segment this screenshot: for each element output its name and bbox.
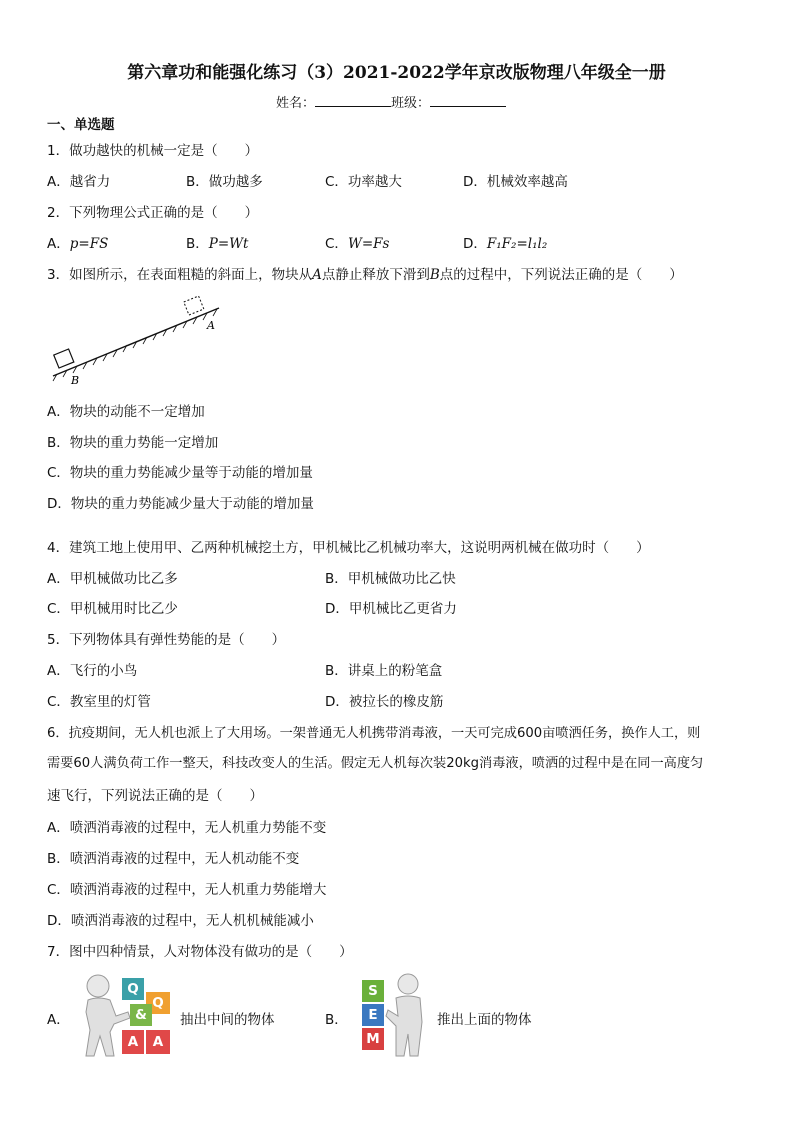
q1-option-b[interactable]: B．做功越多 [186,174,263,190]
q7-option-b-text: 推出上面的物体 [437,1012,532,1028]
q2-option-c[interactable]: C．W=Fs [325,236,390,252]
fig-label-a: A [207,319,215,332]
page-title: 第六章功和能强化练习（3）2021-2022学年京改版物理八年级全一册 [127,63,666,83]
q6-stem-line3: 速飞行，下列说法正确的是（ ） [47,788,263,804]
q7-stem: 7．图中四种情景，人对物体没有做功的是（ ） [47,944,353,960]
q5-option-d[interactable]: D．被拉长的橡皮筋 [325,694,444,710]
class-blank[interactable] [430,94,506,107]
q6-option-a[interactable]: A．喷洒消毒液的过程中，无人机重力势能不变 [47,820,327,836]
q4-stem: 4．建筑工地上使用甲、乙两种机械挖土方，甲机械比乙机械功率大，这说明两机械在做功时（ ） [47,540,650,556]
cube-icon: S [362,980,384,1002]
cube-icon: M [362,1028,384,1050]
cube-icon: Q [146,992,170,1014]
q5-stem: 5．下列物体具有弹性势能的是（ ） [47,632,286,648]
q5-option-b[interactable]: B．讲桌上的粉笔盒 [325,663,443,679]
q1-option-a[interactable]: A．越省力 [47,174,111,190]
name-label: 姓名： [276,96,316,111]
q6-stem-line1: 6．抗疫期间，无人机也派上了大用场。一架普通无人机携带消毒液，一天可完成600亩喷洒任务，换作人工，则 [47,726,701,741]
q2-stem: 2．下列物理公式正确的是（ ） [47,205,259,221]
q7-option-a-text: 抽出中间的物体 [180,1012,275,1028]
q1-option-c[interactable]: C．功率越大 [325,174,402,190]
q5-option-c[interactable]: C．教室里的灯管 [47,694,151,710]
section-heading: 一、单选题 [47,117,115,133]
q1-option-d[interactable]: D．机械效率越高 [463,174,568,190]
cube-icon: Q [122,978,144,1000]
cube-icon: A [146,1030,170,1054]
class-label: 班级： [391,96,431,111]
q3-option-c[interactable]: C．物块的重力势能减少量等于动能的增加量 [47,465,313,481]
q7-option-a-label[interactable]: A． [47,1012,70,1028]
q4-option-a[interactable]: A．甲机械做功比乙多 [47,571,178,587]
q3-option-d[interactable]: D．物块的重力势能减少量大于动能的增加量 [47,496,314,512]
q3-option-a[interactable]: A．物块的动能不一定增加 [47,404,205,420]
name-blank[interactable] [315,94,391,107]
q4-option-c[interactable]: C．甲机械用时比乙少 [47,601,178,617]
fig-label-b: B [71,374,80,387]
cube-icon: & [130,1004,152,1026]
q7-option-b-figure[interactable] [350,972,434,1058]
q7-option-b-label[interactable]: B． [325,1012,348,1028]
incline-figure [47,288,227,388]
person-figure-icon [384,972,434,1058]
q6-option-d[interactable]: D．喷洒消毒液的过程中，无人机机械能减小 [47,913,314,929]
q6-option-b[interactable]: B．喷洒消毒液的过程中，无人机动能不变 [47,851,300,867]
cube-icon: E [362,1004,384,1026]
q5-option-a[interactable]: A．飞行的小鸟 [47,663,138,679]
q2-option-a[interactable]: A．p=FS [47,236,109,252]
name-class-line [276,92,506,111]
q1-stem: 1．做功越快的机械一定是（ ） [47,143,259,159]
q4-option-d[interactable]: D．甲机械比乙更省力 [325,601,457,617]
q4-option-b[interactable]: B．甲机械做功比乙快 [325,571,456,587]
q2-option-d[interactable]: D．F₁F₂=l₁l₂ [463,236,548,252]
block-a-icon [184,296,204,315]
q6-option-c[interactable]: C．喷洒消毒液的过程中，无人机重力势能增大 [47,882,327,898]
q3-stem: 3．如图所示，在表面粗糙的斜面上，物块从A点静止释放下滑到B点的过程中，下列说法正确的是（ ） [47,267,683,283]
cube-icon: A [122,1030,144,1054]
q6-stem-line2: 需要60人满负荷工作一整天，科技改变人的生活。假定无人机每次装20kg消毒液，喷洒的过程中是在同一高度匀 [47,756,704,771]
block-b-icon [54,349,74,368]
q7-option-a-figure[interactable] [76,972,176,1058]
q2-option-b[interactable]: B．P=Wt [186,236,249,252]
q3-option-b[interactable]: B．物块的重力势能一定增加 [47,435,219,451]
